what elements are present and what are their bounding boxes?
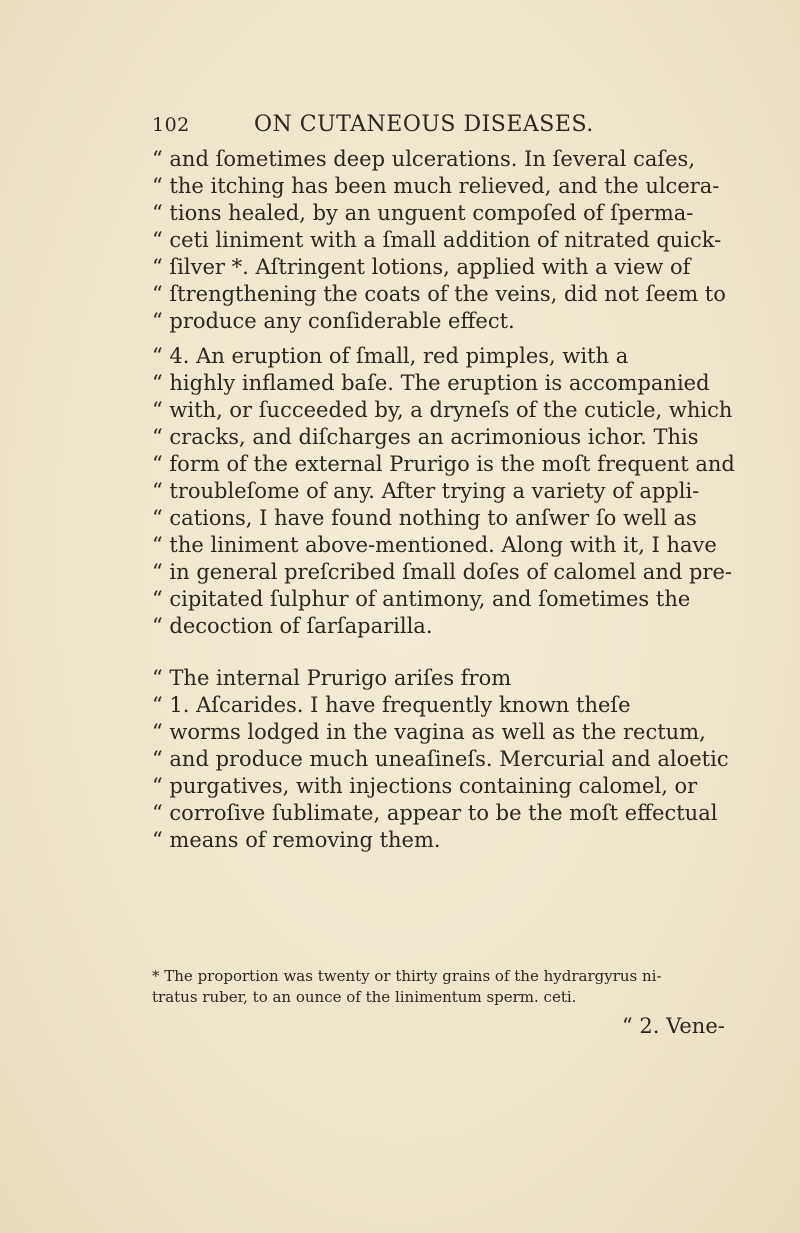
text-line: “ means of removing them. <box>152 828 441 852</box>
running-title: ON CUTANEOUS DISEASES. <box>254 112 594 137</box>
text-line: “ highly inflamed baſe. The eruption is accompanied <box>152 371 710 395</box>
text-line: “ cracks, and diſcharges an acrimonious ichor. This <box>152 425 699 449</box>
text-line: “ in general preſcribed ſmall doſes of calomel and pre- <box>152 560 732 584</box>
text-line: “ the itching has been much relieved, and the ulcera- <box>152 174 720 198</box>
text-line: “ cipitated ſulphur of antimony, and ſometimes the <box>152 587 691 611</box>
text-line: “ corroſive ſublimate, appear to be the moſt effectual <box>152 801 718 825</box>
text-line: “ form of the external Prurigo is the moſt frequent and <box>152 452 735 476</box>
text-line: “ the liniment above-mentioned. Along with it, I have <box>152 533 717 557</box>
text-line: “ tions healed, by an unguent compoſed of ſperma- <box>152 201 694 225</box>
catchword: “ 2. Vene- <box>622 1014 725 1038</box>
footnote-line: tratus ruber, to an ounce of the linimentum sperm. ceti. <box>152 988 577 1006</box>
text-line: “ ſtrengthening the coats of the veins, did not ſeem to <box>152 282 726 306</box>
page-number: 102 <box>152 114 190 136</box>
text-line: “ ſilver *. Aſtringent lotions, applied with a view of <box>152 255 691 279</box>
text-line: “ with, or ſucceeded by, a dryneſs of the cuticle, which <box>152 398 733 422</box>
text-line: “ and ſometimes deep ulcerations. In ſeveral caſes, <box>152 147 696 171</box>
text-line: “ worms lodged in the vagina as well as the rectum, <box>152 720 706 744</box>
footnote-line: * The proportion was twenty or thirty grains of the hydrargyrus ni- <box>152 967 662 985</box>
text-line: “ purgatives, with injections containing calomel, or <box>152 774 698 798</box>
text-line: “ troubleſome of any. After trying a variety of appli- <box>152 479 700 503</box>
text-line: “ decoction of ſarſaparilla. <box>152 614 433 638</box>
text-line: “ The internal Prurigo ariſes from <box>152 666 512 690</box>
text-line: “ ceti liniment with a ſmall addition of nitrated quick- <box>152 228 722 252</box>
text-line: “ and produce much uneaſineſs. Mercurial and aloetic <box>152 747 729 771</box>
text-line: “ produce any conſiderable effect. <box>152 309 515 333</box>
text-line: “ 1. Aſcarides. I have frequently known theſe <box>152 693 631 717</box>
text-line: “ 4. An eruption of ſmall, red pimples, with a <box>152 344 629 368</box>
text-line: “ cations, I have found nothing to anſwer ſo well as <box>152 506 697 530</box>
